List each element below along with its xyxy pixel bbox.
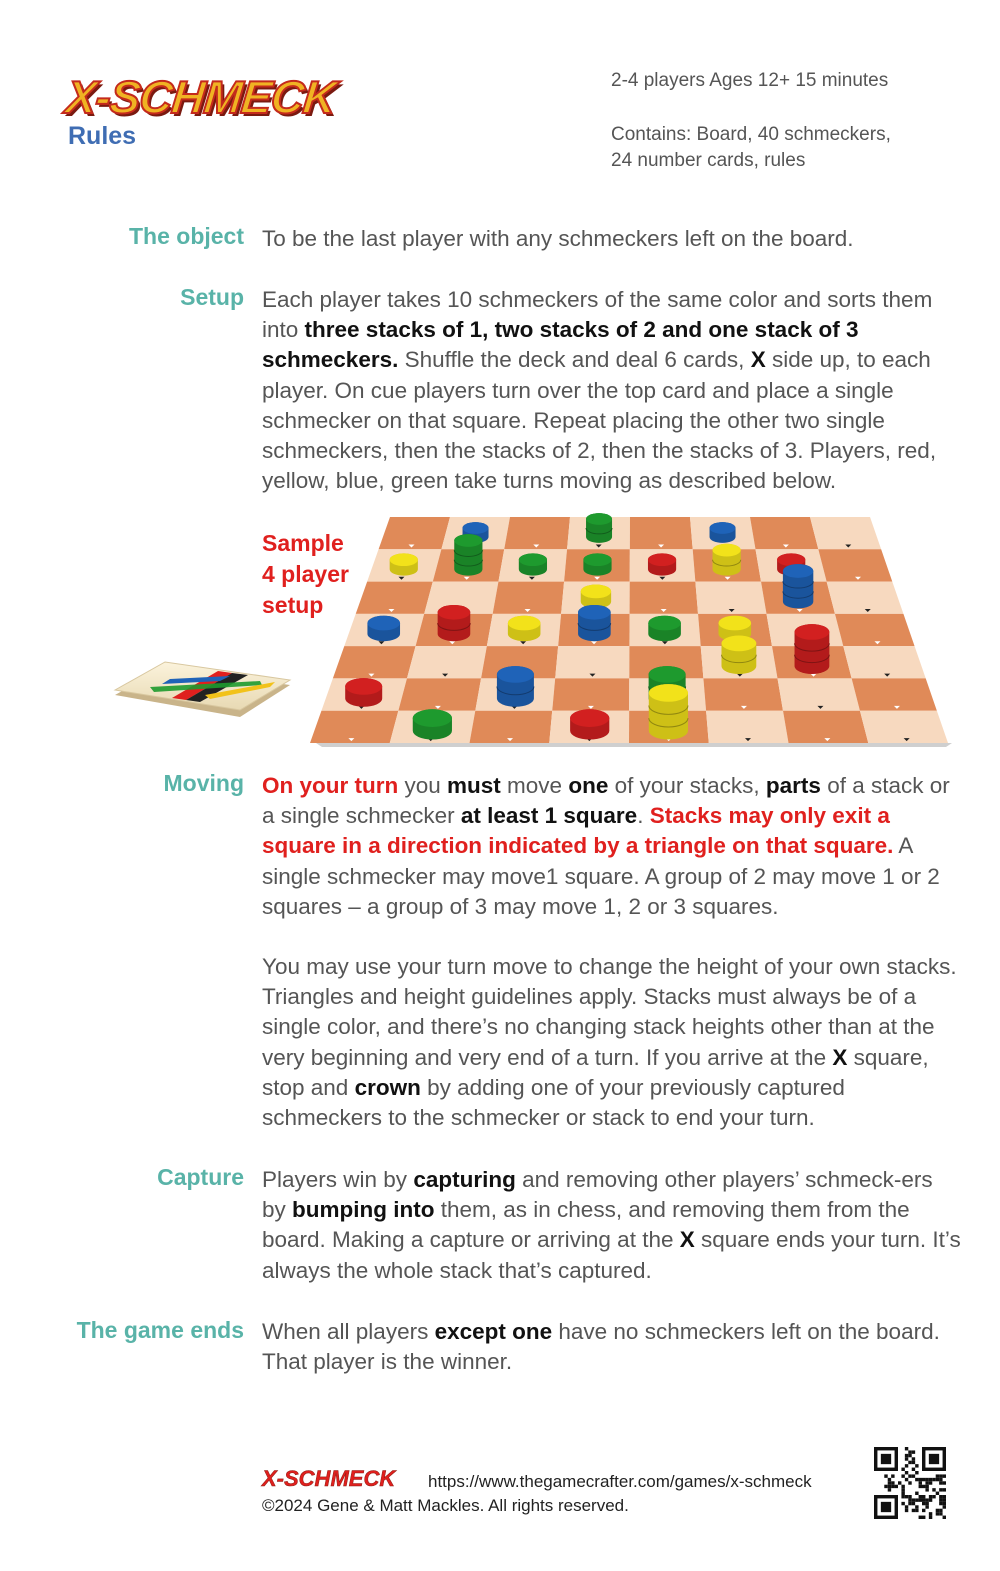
contents-line-2: 24 number cards, rules bbox=[611, 150, 806, 171]
schmecker-stack bbox=[570, 709, 609, 739]
board-square bbox=[555, 646, 629, 678]
schmecker-stack bbox=[497, 666, 534, 707]
number-card bbox=[115, 662, 290, 717]
schmecker-stack bbox=[578, 605, 611, 641]
section-label-object: The object bbox=[128, 223, 244, 249]
schmecker-stack bbox=[345, 678, 382, 707]
schmecker-stack bbox=[649, 684, 688, 739]
contents-line-1: Contains: Board, 40 schmeckers, bbox=[611, 124, 891, 145]
footer-url[interactable]: https://www.thegamecrafter.com/games/x-schmeck bbox=[428, 1472, 812, 1491]
page-title: Rules bbox=[68, 122, 137, 150]
schmecker-stack bbox=[648, 616, 681, 641]
schmecker-stack bbox=[721, 636, 756, 674]
schmecker-stack bbox=[519, 553, 547, 575]
footer-logo: X-SCHMECK bbox=[262, 1466, 396, 1491]
schmecker-stack bbox=[586, 513, 612, 543]
schmecker-stack bbox=[438, 605, 471, 641]
board-square bbox=[843, 646, 925, 678]
game-ends-text: When all players except one have no schmeckers left on the board. That player is the winner. bbox=[262, 1319, 940, 1375]
section-label-moving: Moving bbox=[163, 770, 244, 796]
qr-code-icon[interactable] bbox=[874, 1447, 946, 1519]
schmecker-stack bbox=[413, 709, 452, 739]
schmecker-stack bbox=[648, 553, 676, 575]
board-square bbox=[407, 646, 487, 678]
board-square bbox=[333, 646, 416, 678]
board-svg bbox=[110, 495, 960, 755]
schmecker-stack bbox=[390, 553, 418, 575]
setup-text: Each player takes 10 schmeckers of the same color and sorts them into three stacks of 1, two stacks of 2 and one stack of 3 schmeckers. Shuffle the deck and deal 6 cards, X side up, to each player. On cue players turn over the top card and place a single schmecker on that square. Repeat placing the other two single schmeckers, then the stacks of 2, then the stacks of 3. Players, red, yellow, blue, green take turns moving as described below. bbox=[262, 287, 937, 494]
capture-text: Players win by capturing and removing other players’ schmeck-ers by bumping into them, as in chess, and removing them from the board. Making a capture or arriving at the X square ends your turn. It’s always the whole stack that’s captured. bbox=[262, 1167, 961, 1283]
schmecker-stack bbox=[454, 534, 482, 575]
game-board bbox=[310, 517, 948, 743]
footer-copyright: ©2024 Gene & Matt Mackles. All rights reserved. bbox=[262, 1496, 629, 1515]
schmecker-stack bbox=[713, 544, 741, 576]
object-text: To be the last player with any schmeckers left on the board. bbox=[262, 226, 854, 251]
schmecker-stack bbox=[795, 624, 830, 674]
section-label-capture: Capture bbox=[157, 1164, 244, 1190]
logo: X-SCHMECK bbox=[63, 71, 339, 123]
sample-board-illustration bbox=[110, 495, 960, 755]
board-shadow bbox=[316, 743, 952, 747]
sample-caption: Sample 4 player setup bbox=[262, 530, 349, 618]
section-label-game-ends: The game ends bbox=[76, 1317, 244, 1343]
schmecker-stack bbox=[583, 553, 611, 575]
schmecker-stack bbox=[367, 616, 400, 641]
section-label-setup: Setup bbox=[180, 284, 244, 310]
game-meta: 2-4 players Ages 12+ 15 minutes bbox=[611, 70, 889, 91]
moving-text-1: On your turn you must move one of your stacks, parts of a stack or a single schmecker at least 1 square. Stacks may only exit a square in a direction indicated by a triangle on that square. A single schmecker may move1 square. A group of 2 may move 1 or 2 squares – a group of 3 may move 1, 2 or 3 squares. bbox=[262, 773, 950, 919]
moving-text-2: You may use your turn move to change the height of your own stacks. Triangles and height guidelines apply. Stacks must always be of a single color, and there’s no changing stack heights other than at the very beginning and very end of a turn. If you arrive at the X square, stop and crown by adding one of your previously captured schmeckers to the schmecker or stack to end your turn. bbox=[262, 954, 957, 1131]
schmecker-stack bbox=[783, 564, 813, 608]
schmecker-stack bbox=[581, 585, 611, 609]
schmecker-stack bbox=[710, 522, 736, 543]
board-square bbox=[835, 614, 915, 646]
schmecker-stack bbox=[508, 616, 541, 641]
